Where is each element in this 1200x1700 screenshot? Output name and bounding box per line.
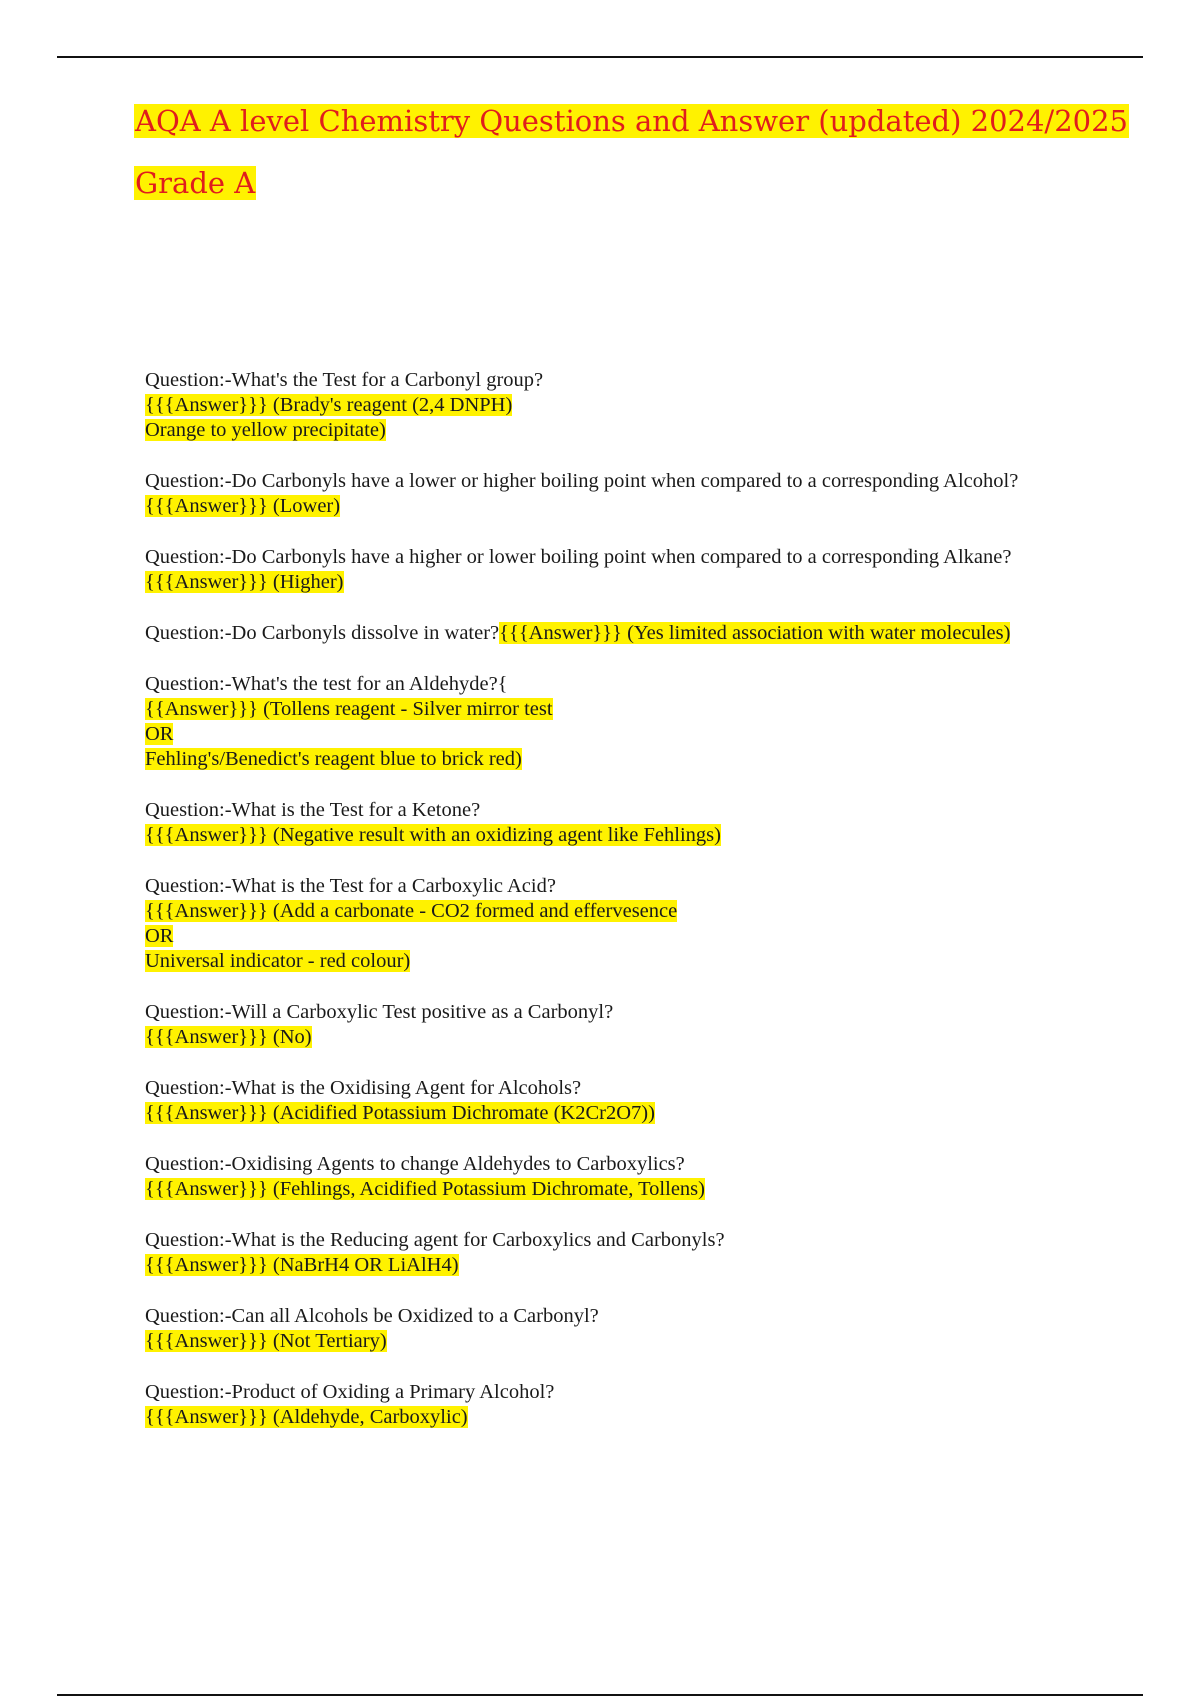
answer-text: {{{Answer}}} (Not Tertiary) — [145, 1330, 387, 1352]
qa-item — [145, 545, 1145, 595]
qa-item — [145, 1076, 1145, 1126]
question-text: Question:-Product of Oxiding a Primary Alcohol? — [145, 1381, 555, 1403]
answer-line — [145, 393, 1145, 418]
answer-line — [145, 823, 1145, 848]
title-line-1: AQA A level Chemistry Questions and Answer (updated) 2024/2025 — [135, 104, 1128, 138]
answer-line — [145, 570, 1145, 595]
qa-item — [145, 672, 1145, 772]
answer-line — [145, 1329, 1145, 1354]
question-text: Question:-What's the Test for a Carbonyl group? — [145, 369, 544, 391]
answer-line — [145, 747, 1145, 772]
answer-line — [145, 494, 1145, 519]
answer-text: {{{Answer}}} (NaBrH4 OR LiAlH4) — [145, 1254, 459, 1276]
qa-item — [145, 1152, 1145, 1202]
question-text: Question:-What is the Oxidising Agent for Alcohols? — [145, 1077, 582, 1099]
qa-item — [145, 1228, 1145, 1278]
answer-text: {{Answer}}} (Tollens reagent - Silver mirror test — [145, 698, 553, 720]
answer-line — [145, 1025, 1145, 1050]
answer-text: {{{Answer}}} (Aldehyde, Carboxylic) — [145, 1406, 468, 1428]
answer-text: Fehling's/Benedict's reagent blue to brick red) — [145, 748, 522, 770]
question-text: Question:-Do Carbonyls have a lower or higher boiling point when compared to a corresponding Alcohol? — [145, 470, 1019, 492]
qa-item — [145, 1304, 1145, 1354]
answer-text: {{{Answer}}} (Brady's reagent (2,4 DNPH) — [145, 394, 513, 416]
answer-line — [145, 1101, 1145, 1126]
answer-line — [145, 899, 1145, 924]
qa-item — [145, 798, 1145, 848]
qa-item — [145, 874, 1145, 974]
question-text: Question:-Oxidising Agents to change Aldehydes to Carboxylics? — [145, 1153, 685, 1175]
answer-line — [145, 722, 1145, 747]
answer-text: {{{Answer}}} (Higher) — [145, 571, 344, 593]
answer-line — [145, 1405, 1145, 1430]
question-text: Question:-What's the test for an Aldehyde?{ — [145, 673, 508, 695]
qa-item — [145, 469, 1145, 519]
qa-item — [145, 621, 1145, 646]
title-line-2: Grade A — [135, 166, 256, 200]
question-text: Question:-What is the Reducing agent for Carboxylics and Carbonyls? — [145, 1229, 725, 1251]
answer-text: {{{Answer}}} (Fehlings, Acidified Potassium Dichromate, Tollens) — [145, 1178, 705, 1200]
answer-text: OR — [145, 723, 174, 745]
qa-item — [145, 368, 1145, 443]
top-rule — [57, 56, 1143, 58]
qa-list — [145, 368, 1145, 1456]
answer-text: {{{Answer}}} (Add a carbonate - CO2 formed and effervesence — [145, 900, 678, 922]
answer-text: {{{Answer}}} (Yes limited association with water molecules) — [499, 622, 1011, 644]
answer-text: {{{Answer}}} (Lower) — [145, 495, 341, 517]
question-text: Question:-What is the Test for a Carboxylic Acid? — [145, 875, 556, 897]
question-text: Question:-Can all Alcohols be Oxidized to a Carbonyl? — [145, 1305, 599, 1327]
question-text: Question:-What is the Test for a Ketone? — [145, 799, 481, 821]
answer-line — [145, 1177, 1145, 1202]
answer-line — [145, 924, 1145, 949]
answer-text: {{{Answer}}} (Negative result with an oxidizing agent like Fehlings) — [145, 824, 721, 846]
question-text: Question:-Will a Carboxylic Test positive as a Carbonyl? — [145, 1001, 614, 1023]
answer-text: {{{Answer}}} (Acidified Potassium Dichromate (K2Cr2O7)) — [145, 1102, 655, 1124]
question-text: Question:-Do Carbonyls have a higher or lower boiling point when compared to a corresponding Alkane? — [145, 546, 1012, 568]
answer-line — [145, 1253, 1145, 1278]
qa-item — [145, 1380, 1145, 1430]
answer-line — [145, 949, 1145, 974]
answer-line — [145, 697, 1145, 722]
answer-text: Orange to yellow precipitate) — [145, 419, 386, 441]
answer-text: {{{Answer}}} (No) — [145, 1026, 312, 1048]
answer-text: Universal indicator - red colour) — [145, 950, 411, 972]
qa-item — [145, 1000, 1145, 1050]
answer-text: OR — [145, 925, 174, 947]
answer-line — [145, 418, 1145, 443]
document-title — [134, 90, 1134, 214]
question-text: Question:-Do Carbonyls dissolve in water?{{{Answer}}} (Yes limited association with water molecules) — [145, 622, 1011, 644]
bottom-rule — [57, 1694, 1143, 1696]
